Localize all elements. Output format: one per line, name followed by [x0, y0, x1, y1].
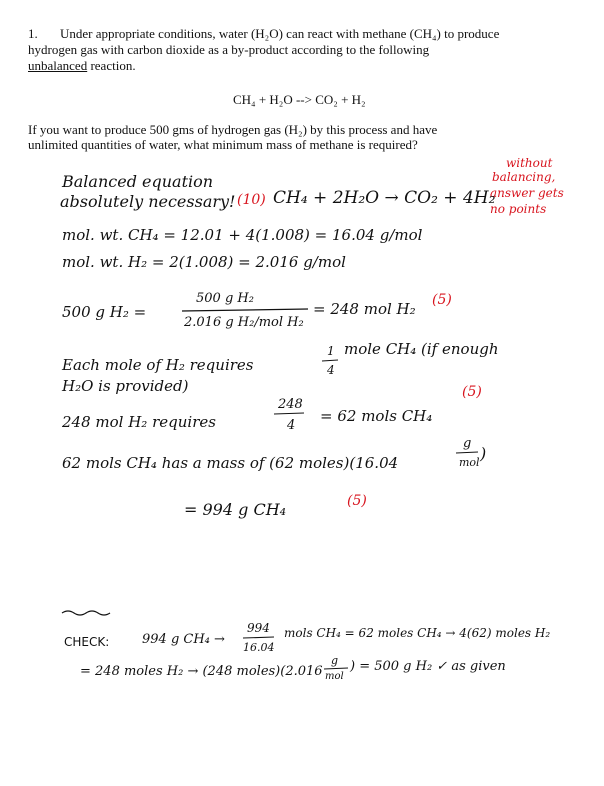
mass-unit-den: mol [459, 456, 480, 469]
question-line-3-rest: reaction. [87, 58, 136, 73]
requires-numerator: 248 [278, 397, 303, 412]
grader-note-line-2: balancing, [492, 170, 556, 184]
step1-left: 500 g H₂ = [62, 303, 147, 321]
prompt-line-1: If you want to produce 500 gms of hydrogen gas (H₂) by this process and have [28, 122, 438, 137]
check-unit-bar [324, 668, 348, 669]
requires-result: = 62 mols CH₄ [320, 407, 433, 425]
check-numerator: 994 [247, 621, 270, 635]
question-line-2: hydrogen gas with carbon dioxide as a by-product according to the following [28, 42, 430, 57]
points-10: (10) [237, 192, 266, 208]
step1-denominator: 2.016 g H₂/mol H₂ [184, 315, 304, 330]
grader-note-line-3: answer gets [490, 186, 564, 200]
each-mole-text-b: mole CH₄ (if enough [344, 340, 499, 358]
each-mole-text-a: Each mole of H₂ requires [62, 356, 254, 374]
check-line-2a: = 248 moles H₂ → (248 moles)(2.016 [80, 664, 323, 679]
points-5b: (5) [462, 384, 482, 400]
balanced-label-line-1: Balanced equation [62, 172, 214, 191]
mass-unit-num: g [463, 436, 472, 451]
balanced-label-line-2: absolutely necessary! [60, 192, 236, 211]
each-mole-line-2: H₂O is provided) [62, 377, 189, 395]
check-line-1b: mols CH₄ = 62 moles CH₄ → 4(62) moles H₂ [284, 626, 551, 640]
grader-note-line-1: without [506, 156, 553, 170]
requires-denominator: 4 [287, 418, 296, 433]
check-line-1a: 994 g CH₄ → [142, 632, 225, 647]
points-5c: (5) [347, 493, 367, 509]
mol-wt-h2: mol. wt. H₂ = 2(1.008) = 2.016 g/mol [62, 253, 346, 271]
separator-squiggle [62, 611, 110, 615]
check-unit-num: g [331, 654, 339, 667]
balanced-equation: CH₄ + 2H₂O → CO₂ + 4H₂ [273, 188, 496, 208]
mol-wt-ch4: mol. wt. CH₄ = 12.01 + 4(1.008) = 16.04 g/mol [62, 226, 423, 244]
step1-numerator: 500 g H₂ [196, 291, 254, 306]
final-answer: = 994 g CH₄ [184, 500, 287, 519]
check-fraction-bar [243, 637, 274, 638]
step1-fraction-bar [182, 309, 308, 311]
mass-line-close: ) [480, 444, 487, 463]
requires-fraction-bar [274, 413, 304, 414]
unbalanced-word: unbalanced [28, 58, 88, 73]
grader-note-line-4: no points [490, 202, 547, 216]
mass-line: 62 mols CH₄ has a mass of (62 moles)(16.04 [62, 454, 399, 472]
points-5a: (5) [432, 292, 452, 308]
each-mole-frac-den: 4 [327, 363, 335, 377]
each-mole-fraction-bar [322, 360, 338, 361]
check-label: CHECK: [64, 635, 110, 649]
mass-unit-bar [456, 452, 478, 453]
check-unit-den: mol [325, 671, 344, 682]
each-mole-frac-num: 1 [327, 344, 335, 358]
question-number: 1. [28, 26, 38, 41]
question-line-1: Under appropriate conditions, water (H₂O) can react with methane (CH₄) to produce [60, 26, 500, 41]
step1-result: = 248 mol H₂ [313, 300, 416, 318]
requires-left: 248 mol H₂ requires [62, 413, 216, 431]
check-line-2b: ) = 500 g H₂ ✓ as given [350, 659, 506, 674]
prompt-line-2: unlimited quantities of water, what minimum mass of methane is required? [28, 137, 418, 152]
check-denominator: 16.04 [243, 641, 275, 654]
reaction-equation: CH₄ + H₂O --> CO₂ + H₂ [233, 92, 366, 107]
